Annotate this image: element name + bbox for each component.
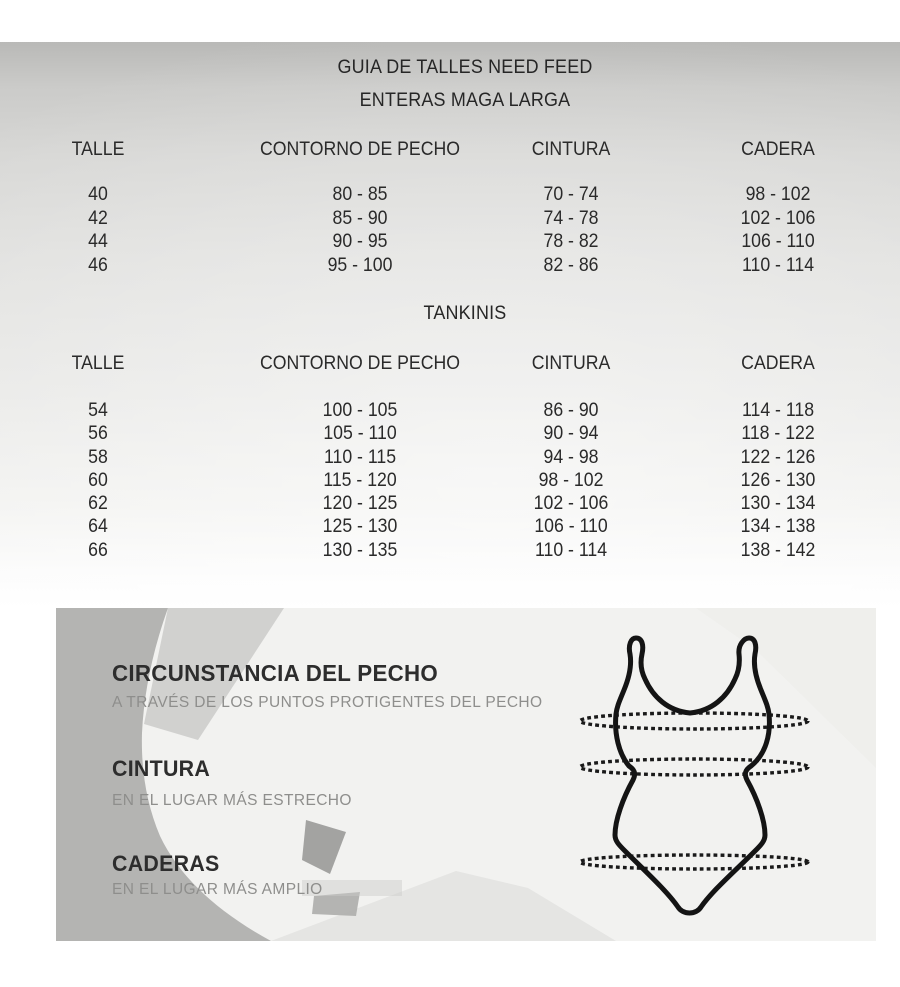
table-cell: 98 - 102 bbox=[745, 184, 811, 205]
column-header: TALLE bbox=[71, 353, 125, 374]
table-cell: 58 bbox=[88, 446, 108, 468]
table-cell: 66 bbox=[88, 539, 108, 561]
table-cell: 85 - 90 bbox=[332, 207, 388, 229]
tankinis-table-body bbox=[0, 399, 900, 562]
table-row bbox=[0, 399, 900, 422]
column-header: CADERA bbox=[741, 353, 815, 374]
table-cell: 110 - 114 bbox=[534, 539, 608, 561]
chest-measure-label: CIRCUNSTANCIA DEL PECHO bbox=[112, 660, 439, 686]
table-cell: 110 - 115 bbox=[323, 446, 397, 468]
table-cell: 70 - 74 bbox=[543, 184, 599, 205]
table-cell: 126 - 130 bbox=[740, 469, 816, 491]
column-header: CINTURA bbox=[531, 139, 611, 160]
table-row bbox=[0, 422, 900, 445]
table-cell: 102 - 106 bbox=[533, 493, 609, 515]
table-row bbox=[0, 254, 900, 278]
table-cell: 115 - 120 bbox=[323, 469, 397, 491]
table-cell: 114 - 118 bbox=[741, 400, 815, 421]
section-title-tankinis: TANKINIS bbox=[423, 302, 507, 324]
enteras-table-header bbox=[0, 139, 900, 159]
table-cell: 54 bbox=[88, 400, 108, 421]
table-cell: 125 - 130 bbox=[322, 516, 398, 538]
table-cell: 106 - 110 bbox=[741, 231, 815, 253]
table-cell: 40 bbox=[88, 184, 108, 205]
table-cell: 60 bbox=[88, 469, 108, 491]
hips-measure-label: CADERAS bbox=[112, 851, 220, 876]
table-row bbox=[0, 469, 900, 492]
table-cell: 100 - 105 bbox=[322, 400, 398, 421]
table-row bbox=[0, 539, 900, 562]
table-cell: 130 - 135 bbox=[322, 539, 398, 561]
column-header: TALLE bbox=[71, 139, 125, 160]
table-cell: 120 - 125 bbox=[322, 493, 398, 515]
table-cell: 86 - 90 bbox=[543, 400, 599, 421]
table-cell: 80 - 85 bbox=[332, 184, 388, 205]
table-cell: 42 bbox=[88, 207, 108, 229]
section-title-enteras: ENTERAS MAGA LARGA bbox=[359, 89, 571, 111]
waist-measure-description: EN EL LUGAR MÁS ESTRECHO bbox=[112, 792, 352, 809]
table-cell: 122 - 126 bbox=[740, 446, 816, 468]
table-row bbox=[0, 183, 900, 207]
table-cell: 95 - 100 bbox=[327, 255, 393, 277]
table-row bbox=[0, 230, 900, 254]
table-cell: 94 - 98 bbox=[543, 446, 599, 468]
table-cell: 90 - 94 bbox=[543, 423, 599, 445]
table-cell: 118 - 122 bbox=[741, 423, 815, 445]
waist-measure-label: CINTURA bbox=[112, 756, 211, 781]
chest-measure-description: A TRAVÉS DE LOS PUNTOS PROTIGENTES DEL PECHO bbox=[112, 694, 543, 711]
table-row bbox=[0, 446, 900, 469]
table-cell: 74 - 78 bbox=[543, 207, 599, 229]
table-cell: 110 - 114 bbox=[741, 255, 815, 277]
measurement-guide-image bbox=[56, 608, 876, 941]
page-title: GUIA DE TALLES NEED FEED bbox=[337, 56, 593, 78]
table-cell: 46 bbox=[88, 255, 108, 277]
column-header: CADERA bbox=[741, 139, 815, 160]
table-cell: 44 bbox=[88, 231, 108, 253]
table-cell: 56 bbox=[88, 423, 108, 445]
hips-measure-description: EN EL LUGAR MÁS AMPLIO bbox=[112, 881, 323, 898]
table-cell: 90 - 95 bbox=[332, 231, 388, 253]
size-tables-panel bbox=[0, 42, 900, 608]
table-cell: 105 - 110 bbox=[323, 423, 397, 445]
tankinis-table-header bbox=[0, 353, 900, 373]
enteras-table-body bbox=[0, 183, 900, 278]
table-row bbox=[0, 492, 900, 515]
table-cell: 64 bbox=[88, 516, 108, 538]
table-cell: 130 - 134 bbox=[740, 493, 816, 515]
table-cell: 98 - 102 bbox=[538, 469, 604, 491]
table-cell: 62 bbox=[88, 493, 108, 515]
table-cell: 106 - 110 bbox=[534, 516, 608, 538]
column-header: CONTORNO DE PECHO bbox=[260, 139, 460, 160]
table-row bbox=[0, 515, 900, 538]
table-cell: 82 - 86 bbox=[543, 255, 599, 277]
table-cell: 134 - 138 bbox=[740, 516, 816, 538]
table-row bbox=[0, 207, 900, 231]
column-header: CONTORNO DE PECHO bbox=[260, 353, 460, 374]
column-header: CINTURA bbox=[531, 353, 611, 374]
table-cell: 78 - 82 bbox=[543, 231, 599, 253]
table-cell: 102 - 106 bbox=[740, 207, 816, 229]
table-cell: 138 - 142 bbox=[740, 539, 816, 561]
